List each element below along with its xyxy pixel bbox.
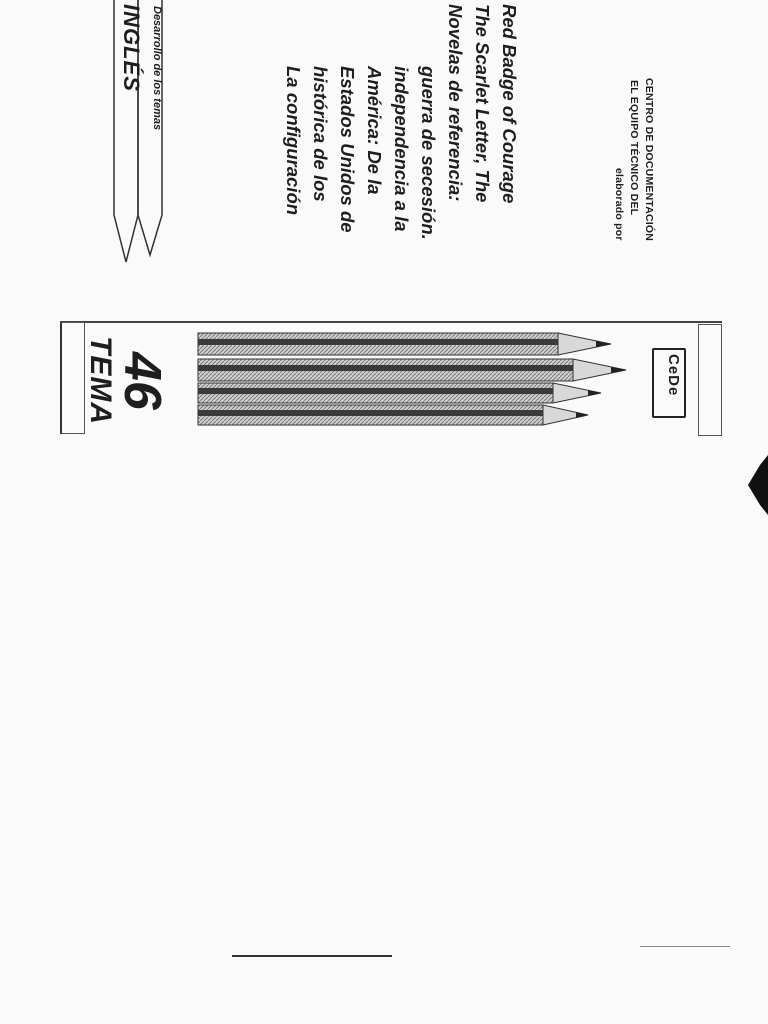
tema-label: TEMA bbox=[84, 336, 117, 425]
pencil-icon bbox=[198, 383, 601, 403]
title-line: histórica de los bbox=[310, 66, 331, 202]
credits-line: CENTRO DE DOCUMENTACIÓN bbox=[643, 78, 655, 242]
credits-line: EL EQUIPO TÉCNICO DEL bbox=[628, 80, 640, 216]
pencils-illustration bbox=[196, 325, 636, 430]
tema-frame bbox=[60, 322, 85, 434]
scan-edge-mark bbox=[740, 455, 768, 515]
label-box bbox=[698, 324, 722, 436]
title-line: guerra de secesión. bbox=[418, 66, 439, 240]
title-line: Novelas de referencia: bbox=[445, 4, 466, 202]
scan-line bbox=[232, 955, 392, 957]
title-line: The Scarlet Letter, The bbox=[472, 4, 493, 203]
scan-line bbox=[640, 946, 730, 947]
title-line: América: De la bbox=[364, 66, 385, 195]
title-line: independencia a la bbox=[391, 66, 412, 232]
tema-number: 46 bbox=[113, 352, 171, 410]
pencil-icon bbox=[198, 333, 611, 355]
title-line: Estados Unidos de bbox=[337, 66, 358, 233]
title-line: La configuración bbox=[283, 66, 304, 216]
cede-logo-text: CeDe bbox=[665, 354, 682, 397]
header-title: INGLÉS bbox=[119, 4, 144, 92]
pencil-icon bbox=[198, 405, 588, 425]
credits-line: elaborado por bbox=[613, 168, 625, 241]
title-line: Red Badge of Courage bbox=[499, 4, 520, 204]
pencil-icon bbox=[198, 359, 626, 381]
header-subtitle: Desarrollo de los temas bbox=[151, 6, 163, 131]
horizontal-rule bbox=[60, 321, 722, 323]
